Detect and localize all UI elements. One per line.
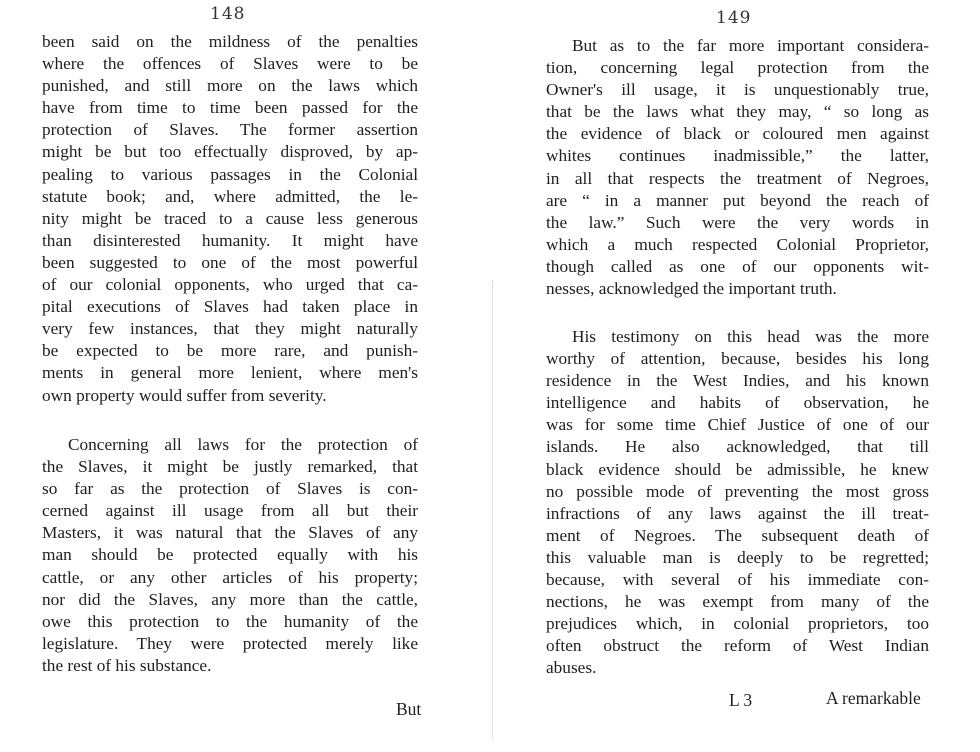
text-line: ments in general more lenient, where men's: [42, 363, 418, 383]
text-line: Owner's ill usage, it is unquestionably true,: [546, 80, 929, 100]
text-line: man should be protected equally with his: [42, 545, 418, 565]
text-line: intelligence and habits of observation, he: [546, 393, 929, 413]
text-line: nections, he was exempt from many of the: [546, 592, 929, 612]
text-line: abuses.: [546, 658, 597, 678]
text-line: pital executions of Slaves had taken place in: [42, 297, 418, 317]
right-paragraph-1: [546, 35, 929, 300]
text-line: might be but too effectually disproved, by ap-: [42, 142, 418, 162]
text-line: that be the laws what they may, “ so long as: [546, 102, 929, 122]
catchword-left: But: [396, 699, 422, 719]
text-line: than disinterested humanity. It might have: [42, 230, 418, 250]
catchword-right: A remarkable: [826, 688, 921, 708]
text-line: residence in the West Indies, and his known: [546, 371, 929, 391]
left-paragraph-2: [42, 434, 418, 677]
text-line: the Slaves, it might be justly remarked, that: [42, 457, 418, 477]
text-line: nor did the Slaves, any more than the cattle,: [42, 589, 418, 609]
text-line: the rest of his substance.: [42, 655, 212, 675]
page-number-right: 149: [716, 8, 752, 28]
right-paragraph-2: [546, 326, 929, 680]
text-line: black evidence should be admissible, he knew: [546, 459, 929, 479]
text-line: Masters, it was natural that the Slaves of any: [42, 523, 418, 543]
text-line: punished, and still more on the laws which: [42, 76, 418, 96]
text-line: His testimony on this head was the more: [572, 327, 929, 346]
text-line: ment of Negroes. The subsequent death of: [546, 525, 929, 545]
text-line: cerned against ill usage from all but their: [42, 501, 418, 521]
text-line: because, with several of his immediate con-: [546, 570, 929, 590]
text-line: this valuable man is deeply to be regretted;: [546, 547, 929, 567]
text-line: own property would suffer from severity.: [42, 385, 327, 405]
text-line: where the offences of Slaves were to be: [42, 54, 418, 74]
left-paragraph-1: [42, 31, 418, 407]
text-line: whites continues inadmissible,” the latter,: [546, 146, 929, 166]
text-line: islands. He also acknowledged, that till: [546, 437, 929, 457]
text-line: pealing to various passages in the Colonial: [42, 164, 418, 184]
text-line: cattle, or any other articles of his property;: [42, 567, 418, 587]
text-line: in all that respects the treatment of Negroes,: [546, 168, 929, 188]
text-line: very few instances, that they might naturally: [42, 319, 418, 339]
text-line: which a much respected Colonial Proprietor,: [546, 234, 929, 254]
text-line: been suggested to one of the most powerful: [42, 252, 418, 272]
text-line: are “ in a manner put beyond the reach of: [546, 190, 929, 210]
text-line: But as to the far more important considera-: [572, 36, 929, 55]
text-line: owe this protection to the humanity of the: [42, 611, 418, 631]
text-line: of our colonial opponents, who urged that ca-: [42, 275, 418, 295]
page-number-left: 148: [210, 4, 246, 24]
text-line: protection of Slaves. The former assertion: [42, 120, 418, 140]
text-line: nesses, acknowledged the important truth.: [546, 279, 837, 299]
text-line: no possible mode of preventing the most gross: [546, 481, 929, 501]
text-line: have from time to time been passed for the: [42, 98, 418, 118]
text-line: legislature. They were protected merely like: [42, 633, 418, 653]
text-line: Concerning all laws for the protection of: [68, 435, 418, 454]
text-line: nity might be traced to a cause less generous: [42, 208, 418, 228]
right-page: [490, 0, 980, 752]
text-line: tion, concerning legal protection from the: [546, 58, 929, 78]
signature-mark: L 3: [729, 690, 753, 710]
text-line: worthy of attention, because, besides his long: [546, 349, 929, 369]
text-line: the law.” Such were the very words in: [546, 212, 929, 232]
text-line: was for some time Chief Justice of one of our: [546, 415, 929, 435]
text-line: statute book; and, where admitted, the le-: [42, 186, 418, 206]
text-line: the evidence of black or coloured men against: [546, 124, 929, 144]
text-line: infractions of any laws against the ill treat-: [546, 503, 929, 523]
text-line: though called as one of our opponents wit-: [546, 256, 929, 276]
text-line: been said on the mildness of the penalties: [42, 32, 418, 51]
text-line: prejudices which, in colonial proprietors, too: [546, 614, 929, 634]
text-line: be expected to be more rare, and punish-: [42, 341, 418, 361]
text-line: so far as the protection of Slaves is con-: [42, 479, 418, 499]
text-line: often obstruct the reform of West Indian: [546, 636, 929, 656]
